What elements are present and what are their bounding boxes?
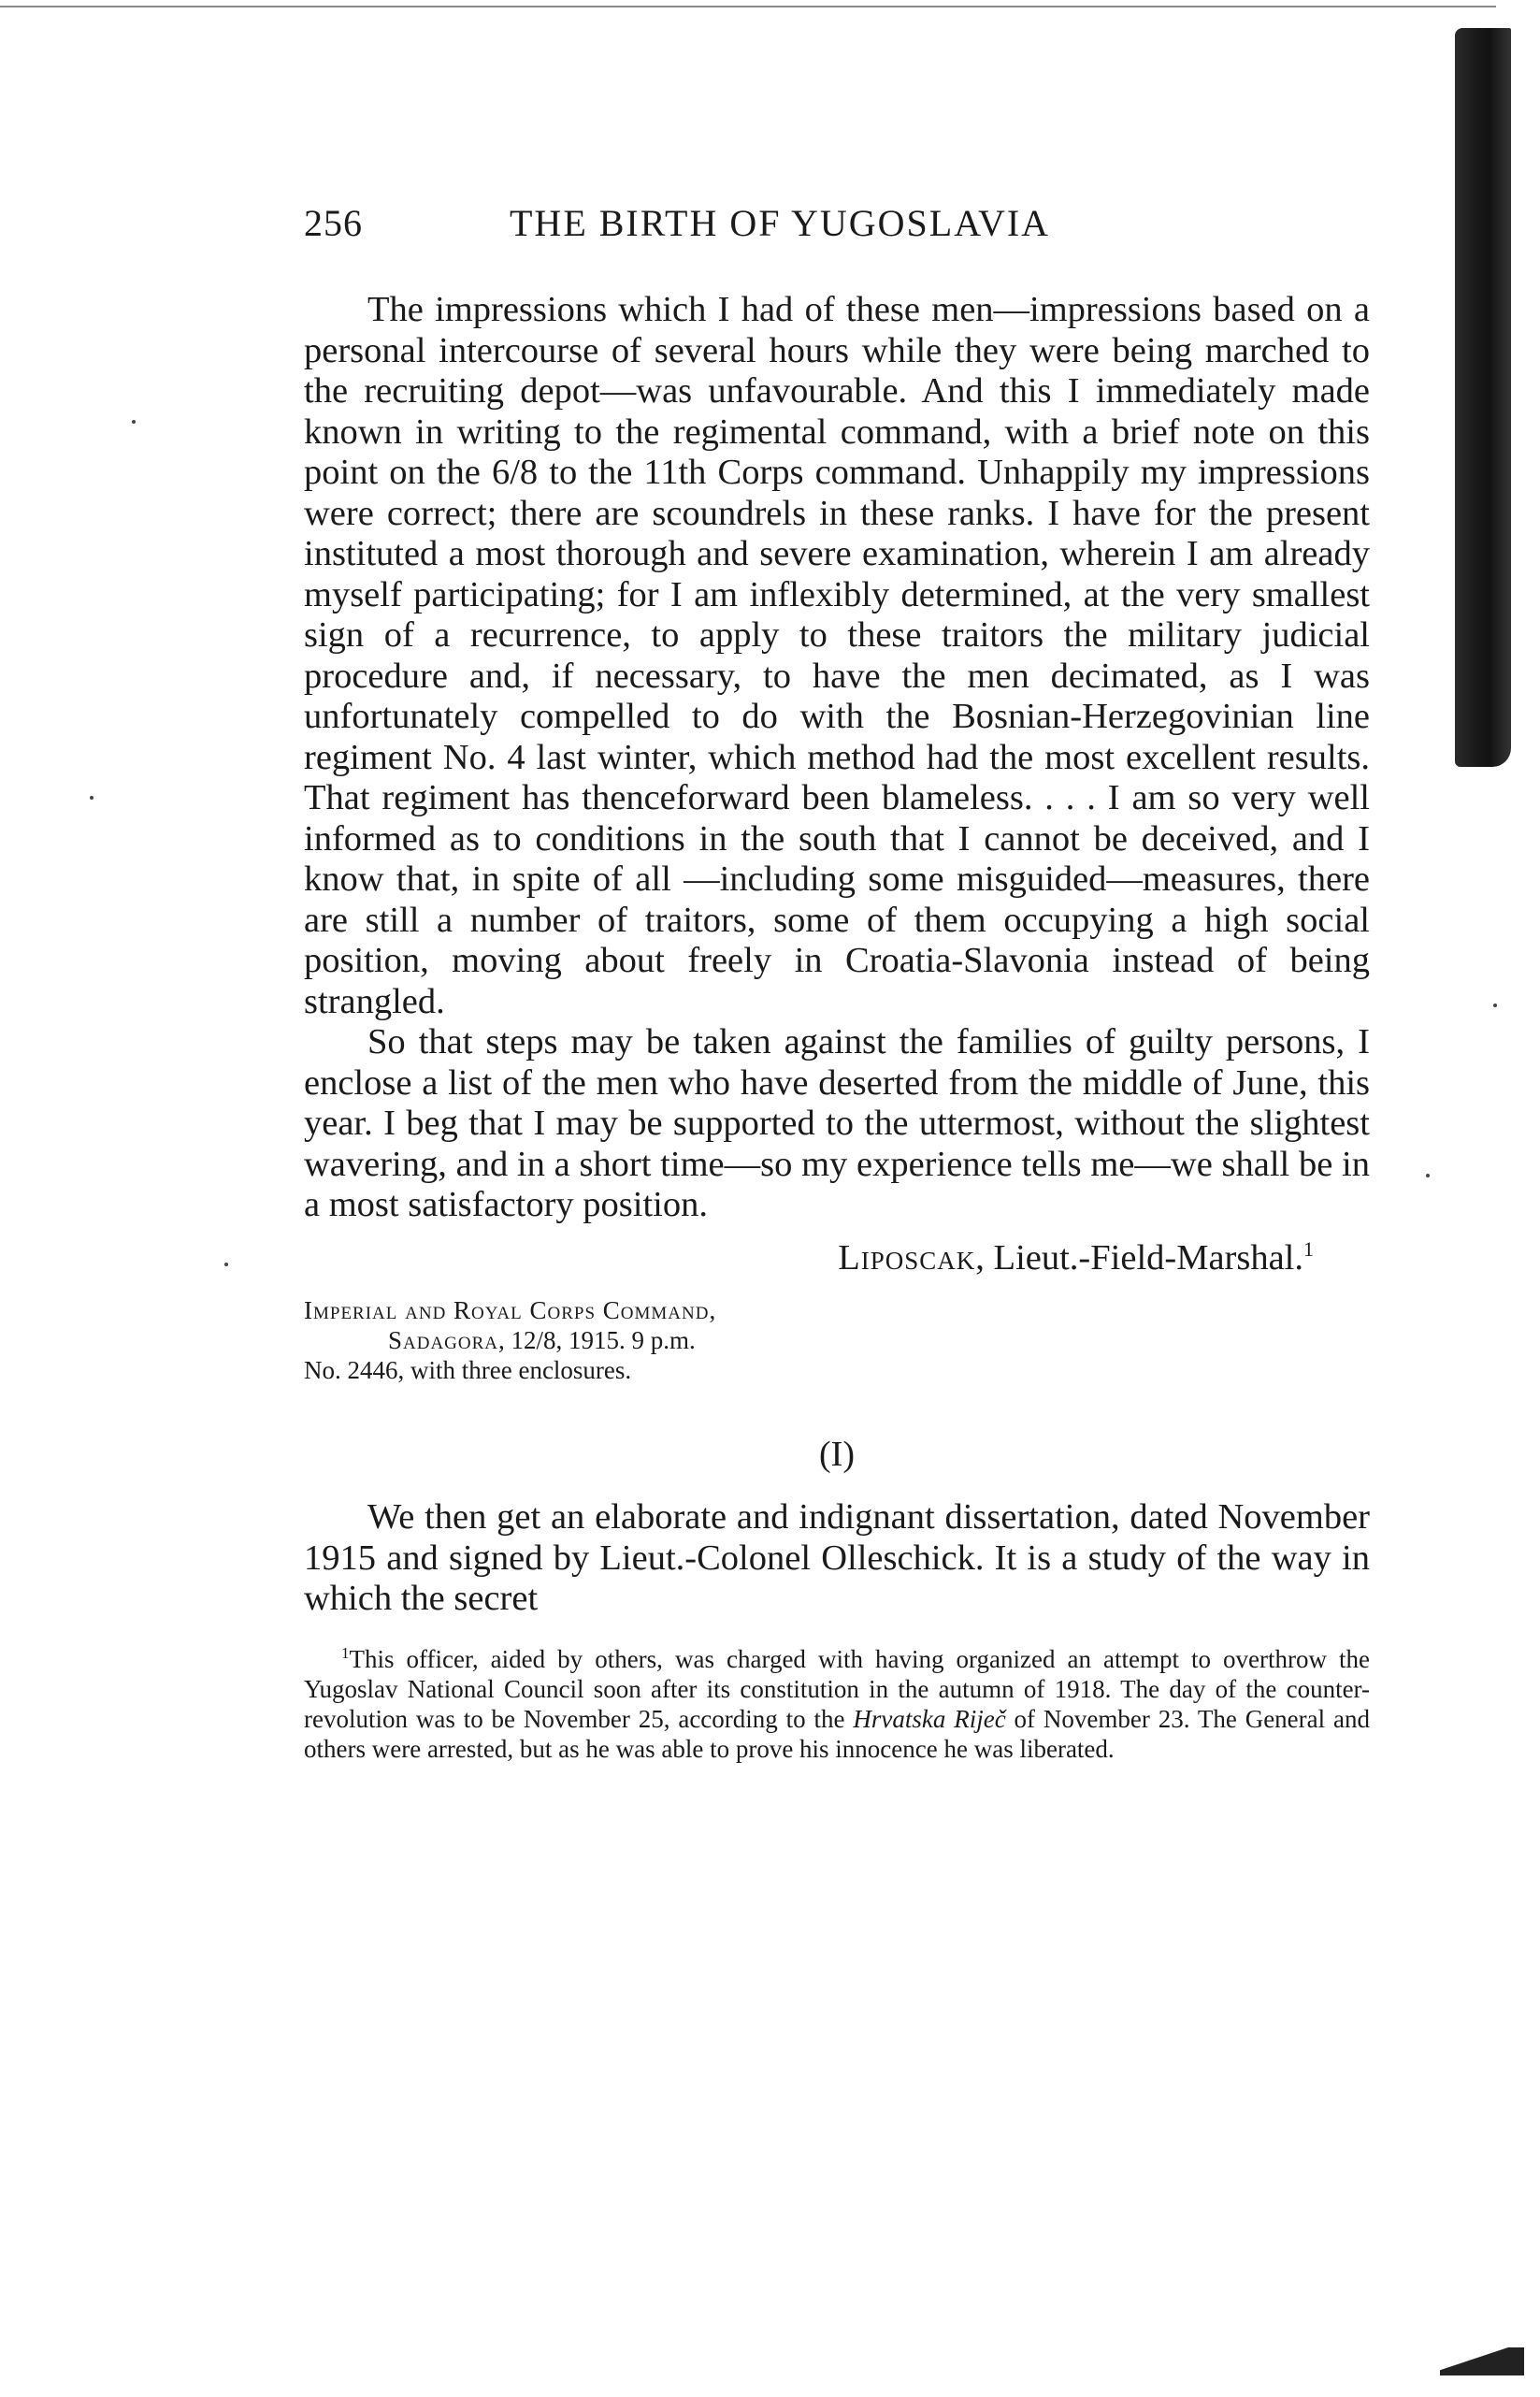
- paragraph: We then get an elaborate and indignant dissertation, dated November 1915 and signed by Lieut.-Colonel Olleschick. It is a study of the way in which the secret: [304, 1497, 1370, 1619]
- letter-body: [304, 290, 1370, 1226]
- paragraph: So that steps may be taken against the families of guilty persons, I enclose a list of the men who have deserted from the middle of June, this year. I beg that I may be supported to the uttermost, without the slightest wavering, and in a short time—so my experience tells me—we shall be in a most satisfactory position.: [304, 1022, 1370, 1224]
- book-page: [304, 192, 1370, 1764]
- footnote-marker: 1: [341, 1643, 350, 1662]
- scan-edge-shadow: [1455, 28, 1511, 767]
- scan-speck: [1426, 1174, 1430, 1177]
- footnote-reference: 1: [1303, 1236, 1314, 1261]
- address-line: No. 2446, with three enclosures.: [304, 1356, 632, 1385]
- paragraph: The impressions which I had of these men—impressions based on a personal intercourse of several hours while they were being marched to the recruiting depot—was unfavourable. And this I immediately made known in writing to the regimental command, with a brief note on this point on the 6/8 to the 11th Corps command. Unhappily my impressions were correct; there are scoundrels in these ranks. I have for the present instituted a most thorough and severe examination, wherein I am already myself participating; for I am inflexibly determined, at the very smallest sign of a recurrence, to apply to these traitors the military judicial procedure and, if necessary, to have the men decimated, as I was unfortunately compelled to do with the Bosnian-Herzegovinian line regiment No. 4 last winter, which method had the most excellent results. That regiment has thenceforward been blameless. . . . I am so very well informed as to conditions in the south that I cannot be deceived, and I know that, in spite of all —including some misguided—measures, there are still a number of traitors, some of them occupying a high social position, moving about freely in Croatia-Slavonia instead of being strangled.: [304, 290, 1370, 1021]
- scan-speck: [224, 1263, 228, 1266]
- footnote: [304, 1639, 1370, 1764]
- newspaper-title: Hrvatska Riječ: [853, 1704, 1006, 1733]
- signature: [304, 1228, 1370, 1279]
- running-head: [304, 192, 1370, 248]
- address-line: [304, 1325, 1370, 1355]
- page-number: 256: [304, 202, 363, 244]
- signatory-name: Liposcak: [838, 1237, 976, 1278]
- footnote-text: of November 23. The General and others were arrested, but as he was able to prove his innocence he was liberated.: [304, 1704, 1370, 1763]
- scan-speck: [1493, 1004, 1497, 1007]
- sender-address: [304, 1295, 1370, 1385]
- footnote-text: This officer, aided by others, was charged with having organized an attempt to overthrow the Yugoslav National Council soon after its constitution in the autumn of 1918. The day of the counter-revolution was to be November 25, according to the: [304, 1644, 1370, 1733]
- section-mark: (I): [819, 1435, 855, 1475]
- scan-top-rule: [0, 6, 1496, 7]
- book-title: THE BIRTH OF YUGOSLAVIA: [510, 202, 1051, 244]
- scan-speck: [132, 420, 136, 424]
- address-date: , 12/8, 1915. 9 p.m.: [498, 1326, 696, 1355]
- scan-corner-shadow: [1440, 2347, 1524, 2375]
- address-place: Sadagora: [388, 1326, 499, 1355]
- scan-speck: [90, 796, 94, 800]
- section-body: [304, 1497, 1370, 1620]
- signatory-rank: , Lieut.-Field-Marshal.: [975, 1237, 1303, 1278]
- address-line: Imperial and Royal Corps Command,: [304, 1296, 717, 1325]
